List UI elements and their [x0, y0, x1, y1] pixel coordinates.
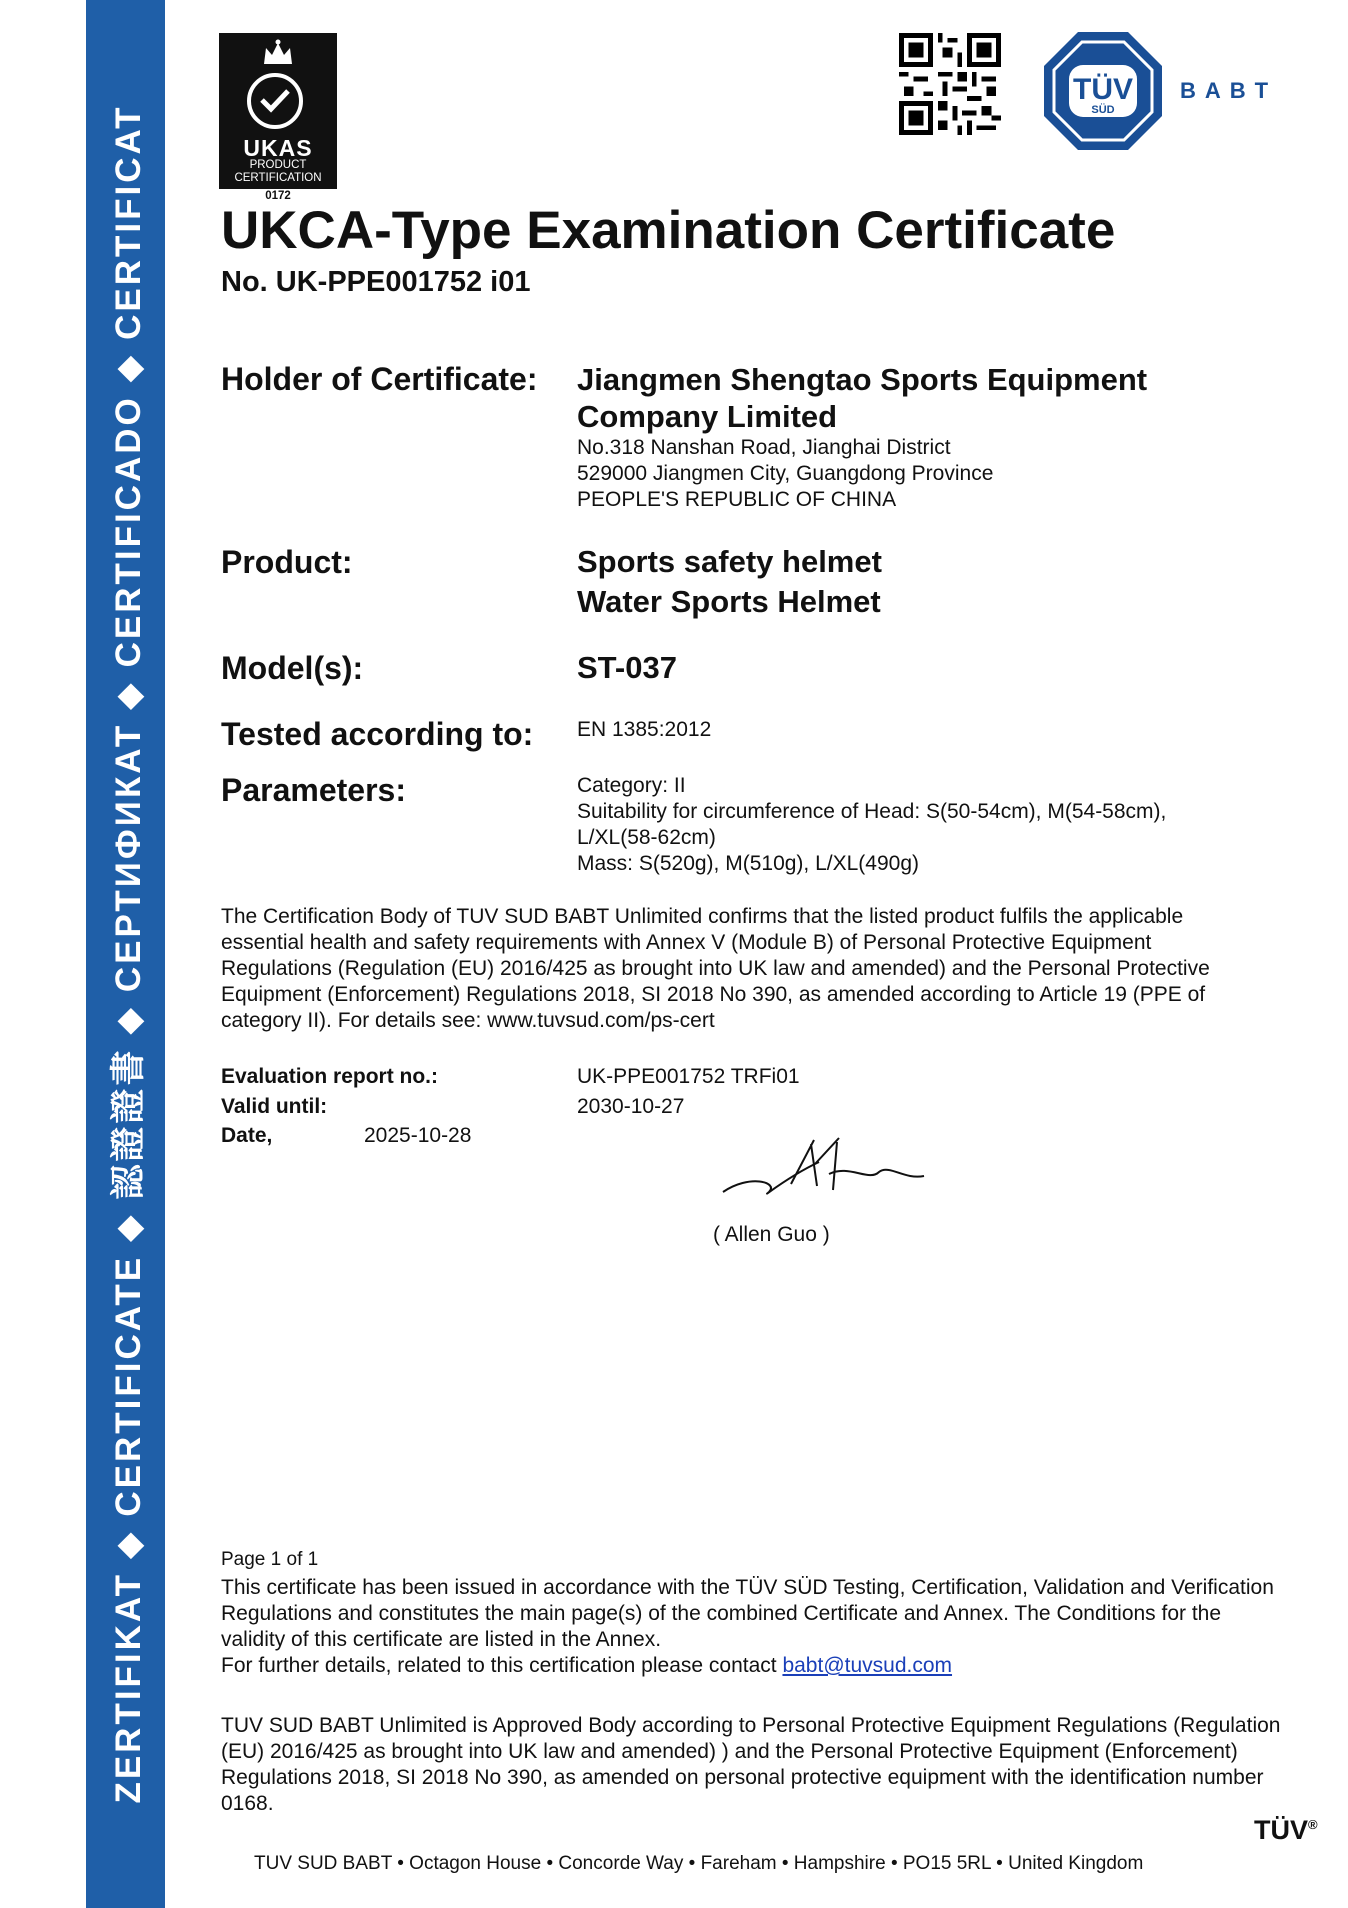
approved-body-statement: TUV SUD BABT Unlimited is Approved Body according to Personal Protective Equipment Regulations (Regulation (EU) 2016/425 as brought into UK law and amended) ) and the Personal Protective Equipment (Enforcement) Regulations 2018, SI 2018 No 390, as amended on personal protective equipment with the identification number 0168.: [221, 1714, 1281, 1815]
report-label: Evaluation report no.:: [221, 1065, 439, 1088]
holder-address-line3: PEOPLE'S REPUBLIC OF CHINA: [577, 488, 897, 511]
date-value: 2025-10-28: [364, 1124, 472, 1147]
footer-address: TUV SUD BABT • Octagon House • Concorde Way • Fareham • Hampshire • PO15 5RL • United Kingdom: [254, 1853, 1144, 1874]
tested-value: EN 1385:2012: [577, 718, 712, 741]
holder-label: Holder of Certificate:: [221, 361, 538, 397]
certification-statement: The Certification Body of TUV SUD BABT Unlimited confirms that the listed product fulfils the applicable essential health and safety requirements with Annex V (Module B) of Personal Protective Equipment Regulations (Regulation (EU) 2016/425 as brought into UK law and amended) and the Personal Protective Equipment (Enforcement) Regulations 2018, SI 2018 No 390, as amended according to Article 19 (PPE of category II). For details see: www.tuvsud.com/ps-cert: [221, 905, 1210, 1032]
signatory-name: ( Allen Guo ): [713, 1223, 830, 1246]
valid-value: 2030-10-27: [577, 1095, 685, 1118]
signature-icon: [719, 1134, 928, 1205]
tuv-footer-logo: [1254, 1815, 1318, 1846]
contact-line: [221, 1653, 1281, 1679]
crown-icon: [262, 39, 294, 67]
tuv-footer-mark: TÜV: [1254, 1815, 1308, 1845]
sidebar-text: ZERTIFIKAT ◆ CERTIFICATE ◆ 認證證書 ◆ СЕРТИФИКАТ ◆ CERTIFICADO ◆ CERTIFICAT: [108, 104, 148, 1804]
holder-address-line1: No.318 Nanshan Road, Jianghai District: [577, 436, 951, 459]
registered-mark: ®: [1308, 1817, 1318, 1832]
ukas-logo: [219, 33, 337, 189]
parameters-line2: Suitability for circumference of Head: S(50-54cm), M(54-58cm),: [577, 800, 1167, 823]
ukas-subtitle-line2: CERTIFICATION: [234, 172, 322, 184]
tuv-sub-text: SÜD: [1091, 104, 1115, 116]
product-label: Product:: [221, 544, 353, 580]
ukas-subtitle-line1: PRODUCT: [249, 159, 307, 171]
product-line1: Sports safety helmet: [577, 544, 882, 579]
holder-address-line2: 529000 Jiangmen City, Guangdong Province: [577, 462, 994, 485]
certificate-sidebar-band: [86, 0, 165, 1908]
issuance-statement: [221, 1575, 1281, 1679]
tested-label: Tested according to:: [221, 716, 534, 752]
tuv-mark-text: TÜV: [1073, 73, 1133, 106]
product-line2: Water Sports Helmet: [577, 584, 881, 619]
holder-name-line2: Company Limited: [577, 399, 838, 434]
contact-email-link[interactable]: babt@tuvsud.com: [782, 1654, 953, 1677]
certificate-title: UKCA-Type Examination Certificate: [221, 201, 1116, 260]
parameters-line3: L/XL(58-62cm): [577, 826, 716, 849]
parameters-label: Parameters:: [221, 772, 406, 808]
tuv-sud-logo-icon: [1041, 29, 1165, 153]
models-value: ST-037: [577, 650, 677, 685]
models-label: Model(s):: [221, 650, 364, 686]
ukas-name: UKAS: [243, 135, 313, 161]
certificate-number: No. UK-PPE001752 i01: [221, 266, 531, 298]
qr-code-icon: [899, 33, 1001, 135]
parameters-line4: Mass: S(520g), M(510g), L/XL(490g): [577, 852, 919, 875]
babt-logo: BABT: [1180, 78, 1278, 103]
contact-prefix: For further details, related to this certification please contact: [221, 1654, 783, 1677]
date-label: Date,: [221, 1124, 273, 1147]
ukas-subtitle: [219, 159, 337, 185]
valid-label: Valid until:: [221, 1095, 328, 1118]
checkmark-icon: [259, 87, 291, 113]
page-number: Page 1 of 1: [221, 1549, 319, 1570]
ukas-number: 0172: [265, 190, 291, 202]
holder-name-line1: Jiangmen Shengtao Sports Equipment: [577, 362, 1148, 397]
issuance-paragraph: This certificate has been issued in accordance with the TÜV SÜD Testing, Certification, Validation and Verification Regulations and constitutes the main page(s) of the combined Certificate and Annex. The Conditions for the validity of this certificate are listed in the Annex.: [221, 1576, 1274, 1651]
report-value: UK-PPE001752 TRFi01: [577, 1065, 800, 1088]
parameters-line1: Category: II: [577, 774, 686, 797]
